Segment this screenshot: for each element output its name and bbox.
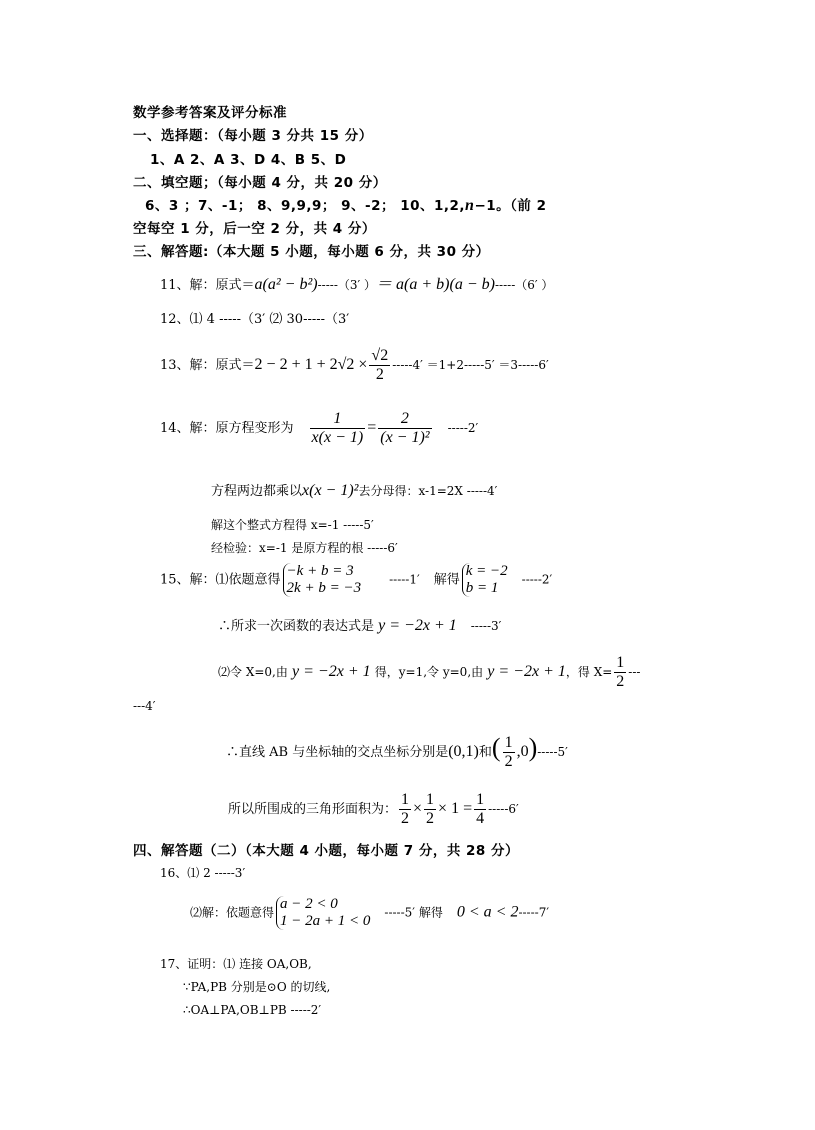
q15-system-1: −k + b = 3 2k + b = −3 (283, 563, 362, 597)
section-1-heading: 一、选择题：（每小题 3 分共 15 分） (133, 128, 373, 144)
q15-line-1: 15、解：⑴依题意得 −k + b = 3 2k + b = −3 -----1′ 解得 k = −2 b = 1 -----2′ (160, 563, 553, 596)
q13-line: 13、解：原式＝2 − 2 + 1 + 2√2 × $\frac{√2}{2}$ -----4′ ＝1+2-----5′ ＝3-----6′ (160, 347, 549, 383)
q14-line-4: 经检验：x=-1 是原方程的根 -----6′ (211, 541, 398, 555)
q17-line-2: ∵PA,PB 分别是⊙O 的切线, (183, 980, 331, 994)
q15-line-4: ---4′ (133, 699, 156, 713)
section-2-line-2: 空每空 1 分，后一空 2 分，共 4 分） (133, 221, 376, 237)
q15-line-2: ∴所求一次函数的表达式是 y = −2x + 1 -----3′ (218, 617, 502, 634)
q15-x-fraction: $\frac{1}{2}$ (616, 654, 625, 690)
q13-fraction: $\frac{√2}{2}$ (371, 347, 389, 383)
section-3-heading: 三、解答题:（本大题 5 小题，每小题 6 分，共 30 分） (133, 244, 490, 260)
q16-system: a − 2 < 0 1 − 2a + 1 < 0 (276, 896, 370, 930)
q17-line-1: 17、证明：⑴ 连接 OA,OB, (160, 957, 312, 971)
q11-line: 11、解：原式＝a(a² − b²)-----（3′ ）＝ a(a + b)(a − b)-----（6′ ） (160, 276, 554, 293)
q14-fraction-right: $\frac{2}{\text{(x − 1)²}}$ (380, 410, 430, 446)
q15-line-5: ∴直线 AB 与坐标轴的交点坐标分别是(0,1)和( $\frac{1}{2}$ ,0)-----5′ (226, 733, 568, 770)
q14-line-2: 方程两边都乘以x(x − 1)²去分母得：x-1=2X -----4′ (211, 482, 498, 499)
q12-line: 12、⑴ 4 -----（3′ ⑵ 30-----（3′ (160, 312, 350, 327)
q14-line-3: 解这个整式方程得 x=-1 -----5′ (211, 518, 374, 532)
q14-line-1: 14、解：原方程变形为 $\frac{1}{x(x - 1)}$ = $\frac{2}{\text{(x − 1)²}}$ -----2′ (160, 410, 479, 446)
page-title: 数学参考答案及评分标准 (133, 105, 287, 121)
section-2-heading: 二、填空题；（每小题 4 分，共 20 分） (133, 175, 387, 191)
q15-system-2: k = −2 b = 1 (462, 563, 508, 597)
section-4-heading: 四、解答题（二）（本大题 4 小题，每小题 7 分，共 28 分） (133, 843, 520, 859)
q16-line-2: ⑵解：依题意得 a − 2 < 0 1 − 2a + 1 < 0 -----5′ 解得 0 < a < 2-----7′ (190, 896, 550, 929)
section-2-line-1: 6、3 ；7、-1； 8、9,9,9； 9、-2； 10、1,2,n−1。（前 2 (145, 197, 547, 214)
q14-fraction-left: $\frac{1}{x(x - 1)}$ (311, 410, 364, 446)
section-1-answers: 1、A 2、A 3、D 4、B 5、D (150, 152, 347, 168)
q16-line-1: 16、⑴ 2 -----3′ (160, 866, 246, 880)
q15-line-3: ⑵令 X=0,由 y = −2x + 1 得，y=1,令 y=0,由 y = −2x + 1，得 X= $\frac{1}{2}$ --- (218, 654, 641, 690)
q15-point-fraction: $\frac{1}{2}$ (504, 734, 513, 770)
q15-line-6: 所以所围成的三角形面积为： $\frac{1}{2}$ × $\frac{1}{2}$ × 1 = $\frac{1}{4}$ -----6′ (228, 791, 519, 827)
q17-line-3: ∴OA⊥PA,OB⊥PB -----2′ (183, 1003, 322, 1017)
